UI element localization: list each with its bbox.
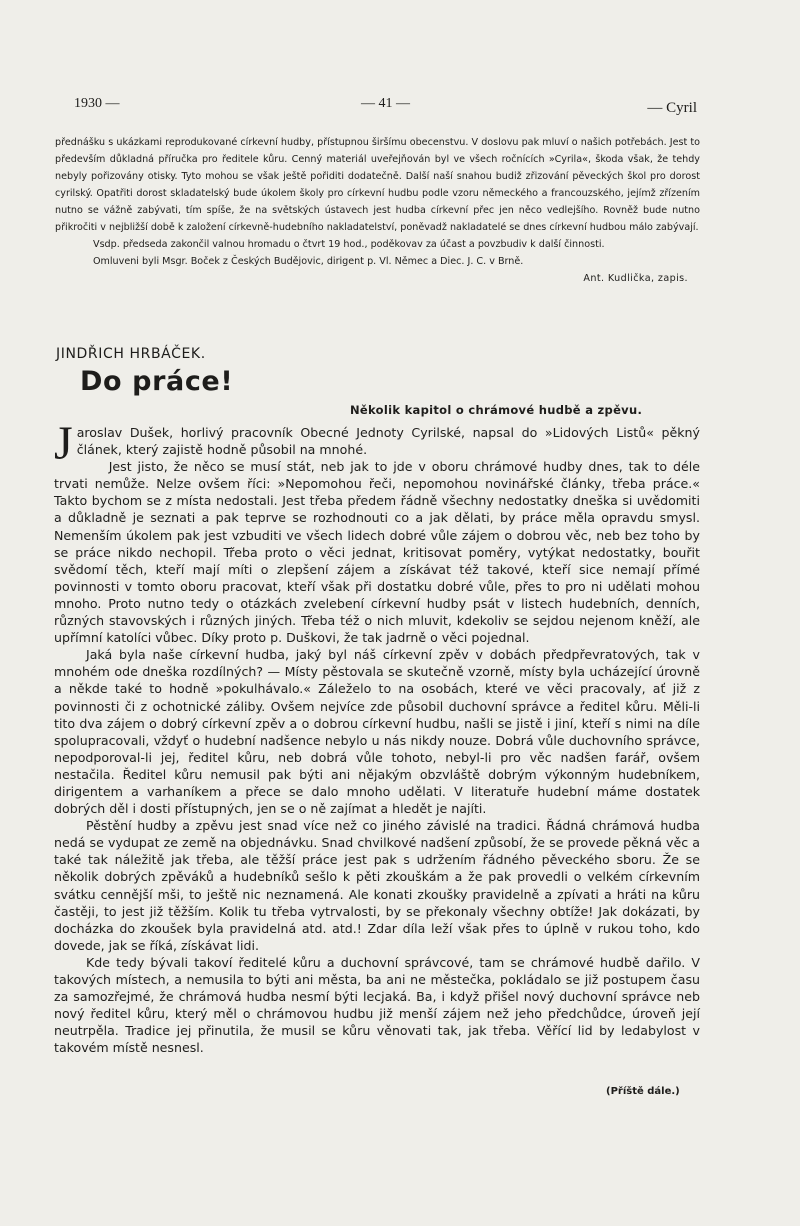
article-paragraph: Pěstění hudby a zpěvu jest snad více než co jiného závislé na tradici. Řádná chrámová hudba nedá se vydupat ze země na objednávku. Snad chvilkové nadšení způsobí, že se provede pěkná věc a také tak náležitě jak třeba, ale těžší práce jest pak s udržením řádného pěveckého sboru. Že se několik dobrých zpěváků a hudebníků sešlo k pěti zkouškám a že pak provedli o velkém církevním svátku cennější mši, to ještě nic neznamená. Ale konati zkoušky pravidelně a zpívati a hráti na kůru častěji, to jest již těžším. Kolik tu třeba vytrvalosti, by se překonaly všechny obtíže! Jak dokázati, by docházka do zkoušek byla pravidelná atd. atd.! Zdar díla leží však přes to úplně v rukou toho, kdo dovede, jak se říká, získávat lidi. [54, 818, 700, 953]
article-author: JINDŘICH HRBÁČEK. [56, 346, 206, 362]
meeting-report [55, 134, 700, 287]
report-paragraph: Vsdp. předseda zakončil valnou hromadu o čtvrt 19 hod., poděkovav za účast a povzbudiv k další činnosti. [93, 239, 605, 250]
article-paragraph: Kde tedy bývali takoví ředitelé kůru a duchovní správcové, tam se chrámové hudbě dařilo. V takových místech, a nemusila to býti ani města, ba ani ne městečka, pokládalo se již postupem času za samozřejmé, že chrámová hudba nesmí býti lecjaká. Ba, i když přišel nový duchovní správce neb nový ředitel kůru, který měl o chrámovou hudbu již menší zájem než jeho předchůdce, úroveň její neutrpěla. Tradice jej přinutila, že musil se kůru věnovati tak, jak třeba. Věřící lid by ledabylost v takovém místě nesnesl. [54, 954, 700, 1056]
article-subtitle: Několik kapitol o chrámové hudbě a zpěvu. [350, 403, 643, 417]
report-paragraph: přednášku s ukázkami reprodukované církevní hudby, přístupnou širšímu obecenstvu. V doslovu pak mluví o našich potřebách. Jest to především důkladná příručka pro ředitele kůru. Cenný materiál uveřejňován byl ve všech ročnících »Cyrila«, škoda však, že tehdy nebyly pořizovány otisky. Tyto mohou se však ještě pořiditi dodatečně. Další naší snahou budiž zřizování pěveckých škol pro dorost cyrilský. Opatřiti dorost skladatelský bude úkolem školy pro církevní hudbu podle vzoru německého a francouzského, jejímž zřízením nutno se vážně zabývati, tím spíše, že na světských ústavech jest hudba církevní přec jen něco vedlejšího. Rovněž bude nutno přikročiti v nejbližší době k založení církevně-hudebního nakladatelství, poněvadž nakladatelé se dnes církevní hudbou málo zabývají. [55, 137, 700, 233]
report-paragraph: Omluveni byli Msgr. Boček z Českých Budějovic, dirigent p. Vl. Němec a Diec. J. C. v Brně. [93, 256, 524, 267]
first-paragraph-text: aroslav Dušek, horlivý pracovník Obecné Jednoty Cyrilské, napsal do »Lidových Listů« pěkný článek, který zajistě hodně působil na mnohé. [76, 425, 700, 458]
article-title: Do práce! [80, 366, 234, 397]
page-number: — 41 — [361, 96, 410, 111]
running-head [74, 96, 697, 118]
article-body [54, 417, 700, 1056]
drop-cap: J [54, 417, 73, 470]
continued-note: (Příště dále.) [606, 1086, 680, 1097]
journal-name: — Cyril [647, 100, 697, 116]
report-signature: Ant. Kudlička, zapis. [583, 273, 688, 284]
article-paragraph [54, 417, 700, 470]
year-label: 1930 — [74, 96, 120, 111]
article-paragraph: Jaká byla naše církevní hudba, jaký byl náš církevní zpěv v dobách předpřevratových, tak v mnohém ode dneška rozdílných? — Místy pěstovala se skutečně vzorně, místy byla ucházející úrovně a někde také to hodně »pokulhávalo.« Záleželo to na osobách, které ve věci pracovaly, ať již z povinnosti či z ochotnické záliby. Ovšem nejvíce zde působil duchovní správce a ředitel kůru. Měli-li tito dva zájem o dobrý církevní zpěv a o dobrou církevní hudbu, našli se jistě i jiní, kteří s nimi na díle spolupracovali, vždyť o hudební nadšence nebylo u nás nikdy nouze. Dobrá vůle duchovního správce, nepodporoval-li jej, ředitel kůru, neb dobrá vůle tohoto, nebyl-li pro věc nadšen farář, ovšem nestačila. Ředitel kůru nemusil pak býti ani nějakým obzvláště dobrým výkonným hudebníkem, dirigentem a varhaníkem a přece se dalo mnoho udělati. V literatuře hudební máme dostatek dobrých děl i dosti přístupných, jen se o ně zajímat a hledět je najíti. [54, 647, 700, 817]
article-paragraph: Jest jisto, že něco se musí stát, neb jak to jde v oboru chrámové hudby dnes, tak to déle trvati nemůže. Nelze ovšem říci: »Nepomohou řeči, nepomohou novinářské články, třeba práce.« Takto bychom se z místa nedostali. Jest třeba předem řádně všechny nedostatky dneška si uvědomiti a důkladně je seznati a pak teprve se rozhodnouti co a jak dělati, by práce měla opravdu smysl. Nemenším úkolem pak jest vzbuditi ve všech lidech dobré vůle zájem o dobrou věc, neb bez toho by se práce nikdo nechopil. Třeba proto o věci jednat, kritisovat poměry, vytýkat nedostatky, bouřit svědomí těch, kteří mají míti o zlepšení zájem a získávat též takové, kteří sice nemají přímé povinnosti v tomto oboru pracovat, kteří však při dostatku dobré vůle, přes to pro ni udělati mohou mnoho. Proto nutno tedy o otázkách zvelebení církevní hudby psát v listech hudebních, denních, různých stavovských i různých jiných. Třeba též o nich mluvit, kdekoliv se sejdou nejenom kněží, ale upřímní katolíci vůbec. Díky proto p. Duškovi, že tak jadrně o věci pojednal. [54, 459, 700, 646]
